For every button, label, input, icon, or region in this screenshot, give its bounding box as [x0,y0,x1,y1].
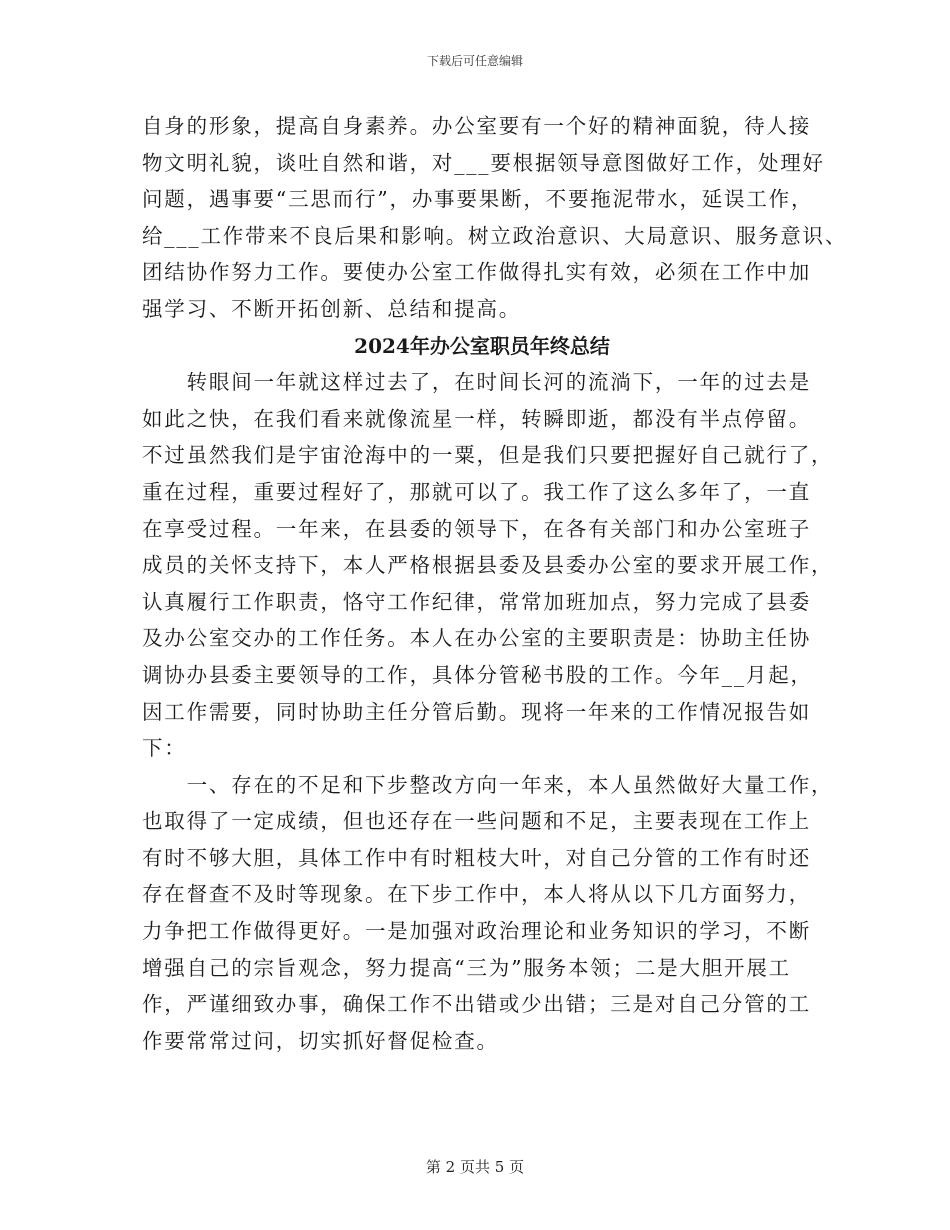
paragraph-line: 作要常常过问，切实抓好督促检查。 [142,1028,499,1053]
document-body [142,108,848,1059]
section-title: 2024年办公室职员年终总结 [354,333,610,358]
paragraph-line: 在享受过程。一年来，在县委的领导下，在各有关部门和办公室班子 [142,516,811,541]
paragraph-line: 调协办县委主要领导的工作，具体分管秘书股的工作。今年__月起， [142,662,813,687]
paragraph-line: 成员的关怀支持下，本人严格根据县委及县委办公室的要求开展工作， [142,553,834,578]
paragraph-line: 给___工作带来不良后果和影响。树立政治意识、大局意识、服务意识、 [142,223,848,248]
page-header: 下载后可任意编辑 [426,54,523,68]
paragraph-line: 因工作需要，同时协助主任分管后勤。现将一年来的工作情况报告如 [142,699,811,724]
paragraph-line: 重在过程，重要过程好了，那就可以了。我工作了这么多年了，一直 [142,479,811,504]
paragraph-line: 下： [142,736,187,761]
paragraph-line: 如此之快，在我们看来就像流星一样，转瞬即逝，都没有半点停留。 [142,406,811,431]
paragraph-line: 一、存在的不足和下步整改方向一年来，本人虽然做好大量工作， [142,772,834,797]
paragraph-line: 认真履行工作职责，恪守工作纪律，常常加班加点，努力完成了县委 [142,589,811,614]
paragraph-line: 也取得了一定成绩，但也还存在一些问题和不足，主要表现在工作上 [142,809,811,834]
paragraph-line: 自身的形象，提高自身素养。办公室要有一个好的精神面貌，待人接 [142,114,811,138]
paragraph-line: 存在督查不及时等现象。在下步工作中，本人将从以下几方面努力， [142,882,811,907]
paragraph-line: 物文明礼貌，谈吐自然和谐，对___要根据领导意图做好工作，处理好 [142,150,825,175]
paragraph-line: 力争把工作做得更好。一是加强对政治理论和业务知识的学习，不断 [142,919,811,944]
paragraph-line: 不过虽然我们是宇宙沧海中的一粟，但是我们只要把握好自己就行了， [142,443,834,468]
paragraph-line: 增强自己的宗旨观念，努力提高“三为”服务本领；二是大胆开展工 [142,955,791,980]
paragraph-line: 强学习、不断开拓创新、总结和提高。 [142,296,522,321]
paragraph-line: 作，严谨细致办事，确保工作不出错或少出错；三是对自己分管的工 [142,992,811,1017]
paragraph-line: 及办公室交办的工作任务。本人在办公室的主要职责是：协助主任协 [142,626,811,651]
paragraph-line: 团结协作努力工作。要使办公室工作做得扎实有效，必须在工作中加 [142,260,811,285]
page-footer: 第 2 页共 5 页 [425,1158,525,1176]
paragraph-line: 问题，遇事要“三思而行”，办事要果断，不要拖泥带水，延误工作， [142,187,814,212]
paragraph-line: 转眼间一年就这样过去了，在时间长河的流淌下，一年的过去是 [142,370,811,395]
paragraph-line: 有时不够大胆，具体工作中有时粗枝大叶，对自己分管的工作有时还 [142,845,811,870]
